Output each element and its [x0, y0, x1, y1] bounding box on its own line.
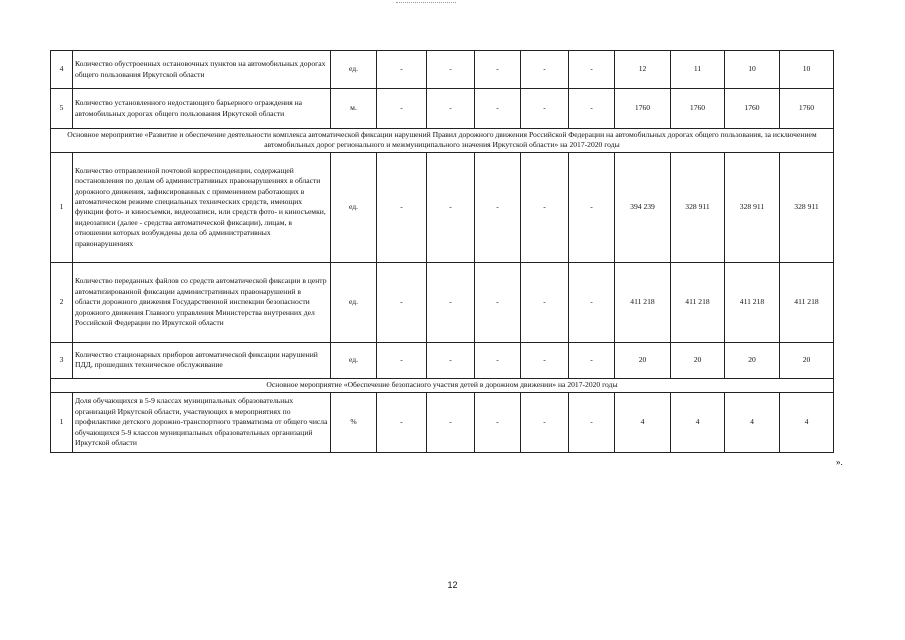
- table-row: [51, 89, 834, 129]
- row-number: 1: [51, 152, 73, 262]
- value-cell: -: [569, 51, 615, 89]
- section-row: [51, 129, 834, 153]
- value-cell: 4: [615, 392, 671, 452]
- indicator-name: Количество обустроенных остановочных пунктов на автомобильных дорогах общего пользования Иркутской области: [73, 51, 331, 89]
- table-row: [51, 51, 834, 89]
- value-cell: 411 218: [725, 262, 780, 342]
- value-cell: 20: [671, 342, 725, 378]
- table-row: [51, 152, 834, 262]
- value-cell: -: [569, 89, 615, 129]
- value-cell: 328 911: [671, 152, 725, 262]
- value-cell: 411 218: [780, 262, 834, 342]
- value-cell: -: [475, 89, 521, 129]
- scan-artifact: [396, 2, 456, 5]
- closing-quote: ».: [836, 457, 843, 467]
- indicator-name: Количество установленного недостающего барьерного ограждения на автомобильных дорогах общего пользования Иркутской области: [73, 89, 331, 129]
- value-cell: 10: [725, 51, 780, 89]
- indicator-name: Количество отправленной почтовой корреспонденции, содержащей постановления по делам об административных правонарушениях в области дорожного движения, зафиксированных с применением работающих в автоматическом режиме специальных технических средств, имеющих функции фото- и киносъемки, видеозаписи, или средств фото- и киносъемки, видеозаписи (далее - средства автоматической фиксации), лицам, в отношении которых возбуждены дела об административных правонарушениях: [73, 152, 331, 262]
- unit-cell: ед.: [331, 51, 377, 89]
- value-cell: 1760: [615, 89, 671, 129]
- table-row: [51, 342, 834, 378]
- value-cell: -: [521, 342, 569, 378]
- value-cell: -: [377, 51, 427, 89]
- value-cell: -: [521, 392, 569, 452]
- value-cell: -: [377, 152, 427, 262]
- value-cell: -: [521, 262, 569, 342]
- value-cell: -: [569, 342, 615, 378]
- value-cell: -: [427, 152, 475, 262]
- value-cell: -: [475, 51, 521, 89]
- indicator-name: Количество переданных файлов со средств автоматической фиксации в центр автоматизированной фиксации административных правонарушений в области дорожного движения Государственной инспекции безопасности дорожного движения Главного управления Министерства внутренних дел Российской Федерации по Иркутской области: [73, 262, 331, 342]
- row-number: 2: [51, 262, 73, 342]
- value-cell: -: [377, 392, 427, 452]
- value-cell: 10: [780, 51, 834, 89]
- indicator-name: Количество стационарных приборов автоматической фиксации нарушений ПДД, прошедших техническое обслуживание: [73, 342, 331, 378]
- value-cell: 12: [615, 51, 671, 89]
- value-cell: 4: [671, 392, 725, 452]
- value-cell: -: [377, 262, 427, 342]
- row-number: 3: [51, 342, 73, 378]
- value-cell: 411 218: [615, 262, 671, 342]
- section-row: [51, 378, 834, 392]
- table-body: [51, 51, 834, 453]
- value-cell: 4: [725, 392, 780, 452]
- value-cell: 20: [725, 342, 780, 378]
- value-cell: -: [377, 342, 427, 378]
- value-cell: 328 911: [725, 152, 780, 262]
- row-number: 1: [51, 392, 73, 452]
- value-cell: -: [427, 51, 475, 89]
- value-cell: -: [427, 89, 475, 129]
- page-number: 12: [447, 580, 458, 590]
- unit-cell: ед.: [331, 152, 377, 262]
- unit-cell: м.: [331, 89, 377, 129]
- value-cell: -: [521, 89, 569, 129]
- value-cell: -: [475, 392, 521, 452]
- section-title: Основное мероприятие «Обеспечение безопасного участия детей в дорожном движении» на 2017-2020 годы: [51, 378, 834, 392]
- value-cell: -: [427, 342, 475, 378]
- indicators-table: [50, 50, 834, 453]
- unit-cell: ед.: [331, 262, 377, 342]
- value-cell: -: [569, 262, 615, 342]
- table-row: [51, 392, 834, 452]
- value-cell: 394 239: [615, 152, 671, 262]
- value-cell: -: [569, 152, 615, 262]
- value-cell: -: [475, 342, 521, 378]
- value-cell: -: [377, 89, 427, 129]
- unit-cell: ед.: [331, 342, 377, 378]
- table-row: [51, 262, 834, 342]
- value-cell: 411 218: [671, 262, 725, 342]
- indicator-name: Доля обучающихся в 5-9 классах муниципальных образовательных организаций Иркутской области, участвующих в мероприятиях по профилактике детского дорожно-транспортного травматизма от общего числа обучающихся 5-9 классов муниципальных образовательных организаций Иркутской области: [73, 392, 331, 452]
- value-cell: 1760: [780, 89, 834, 129]
- section-title: Основное мероприятие «Развитие и обеспечение деятельности комплекса автоматической фиксации нарушений Правил дорожного движения Российской Федерации на автомобильных дорогах общего пользования, за исключением автомобильных дорог регионального и межмуниципального значения Иркутской области» на 2017-2020 годы: [51, 129, 834, 153]
- value-cell: 20: [615, 342, 671, 378]
- value-cell: -: [521, 152, 569, 262]
- value-cell: 4: [780, 392, 834, 452]
- value-cell: -: [427, 392, 475, 452]
- value-cell: -: [427, 262, 475, 342]
- value-cell: -: [521, 51, 569, 89]
- value-cell: -: [475, 152, 521, 262]
- unit-cell: %: [331, 392, 377, 452]
- value-cell: 328 911: [780, 152, 834, 262]
- value-cell: 1760: [725, 89, 780, 129]
- value-cell: -: [475, 262, 521, 342]
- value-cell: -: [569, 392, 615, 452]
- row-number: 4: [51, 51, 73, 89]
- value-cell: 20: [780, 342, 834, 378]
- value-cell: 1760: [671, 89, 725, 129]
- value-cell: 11: [671, 51, 725, 89]
- row-number: 5: [51, 89, 73, 129]
